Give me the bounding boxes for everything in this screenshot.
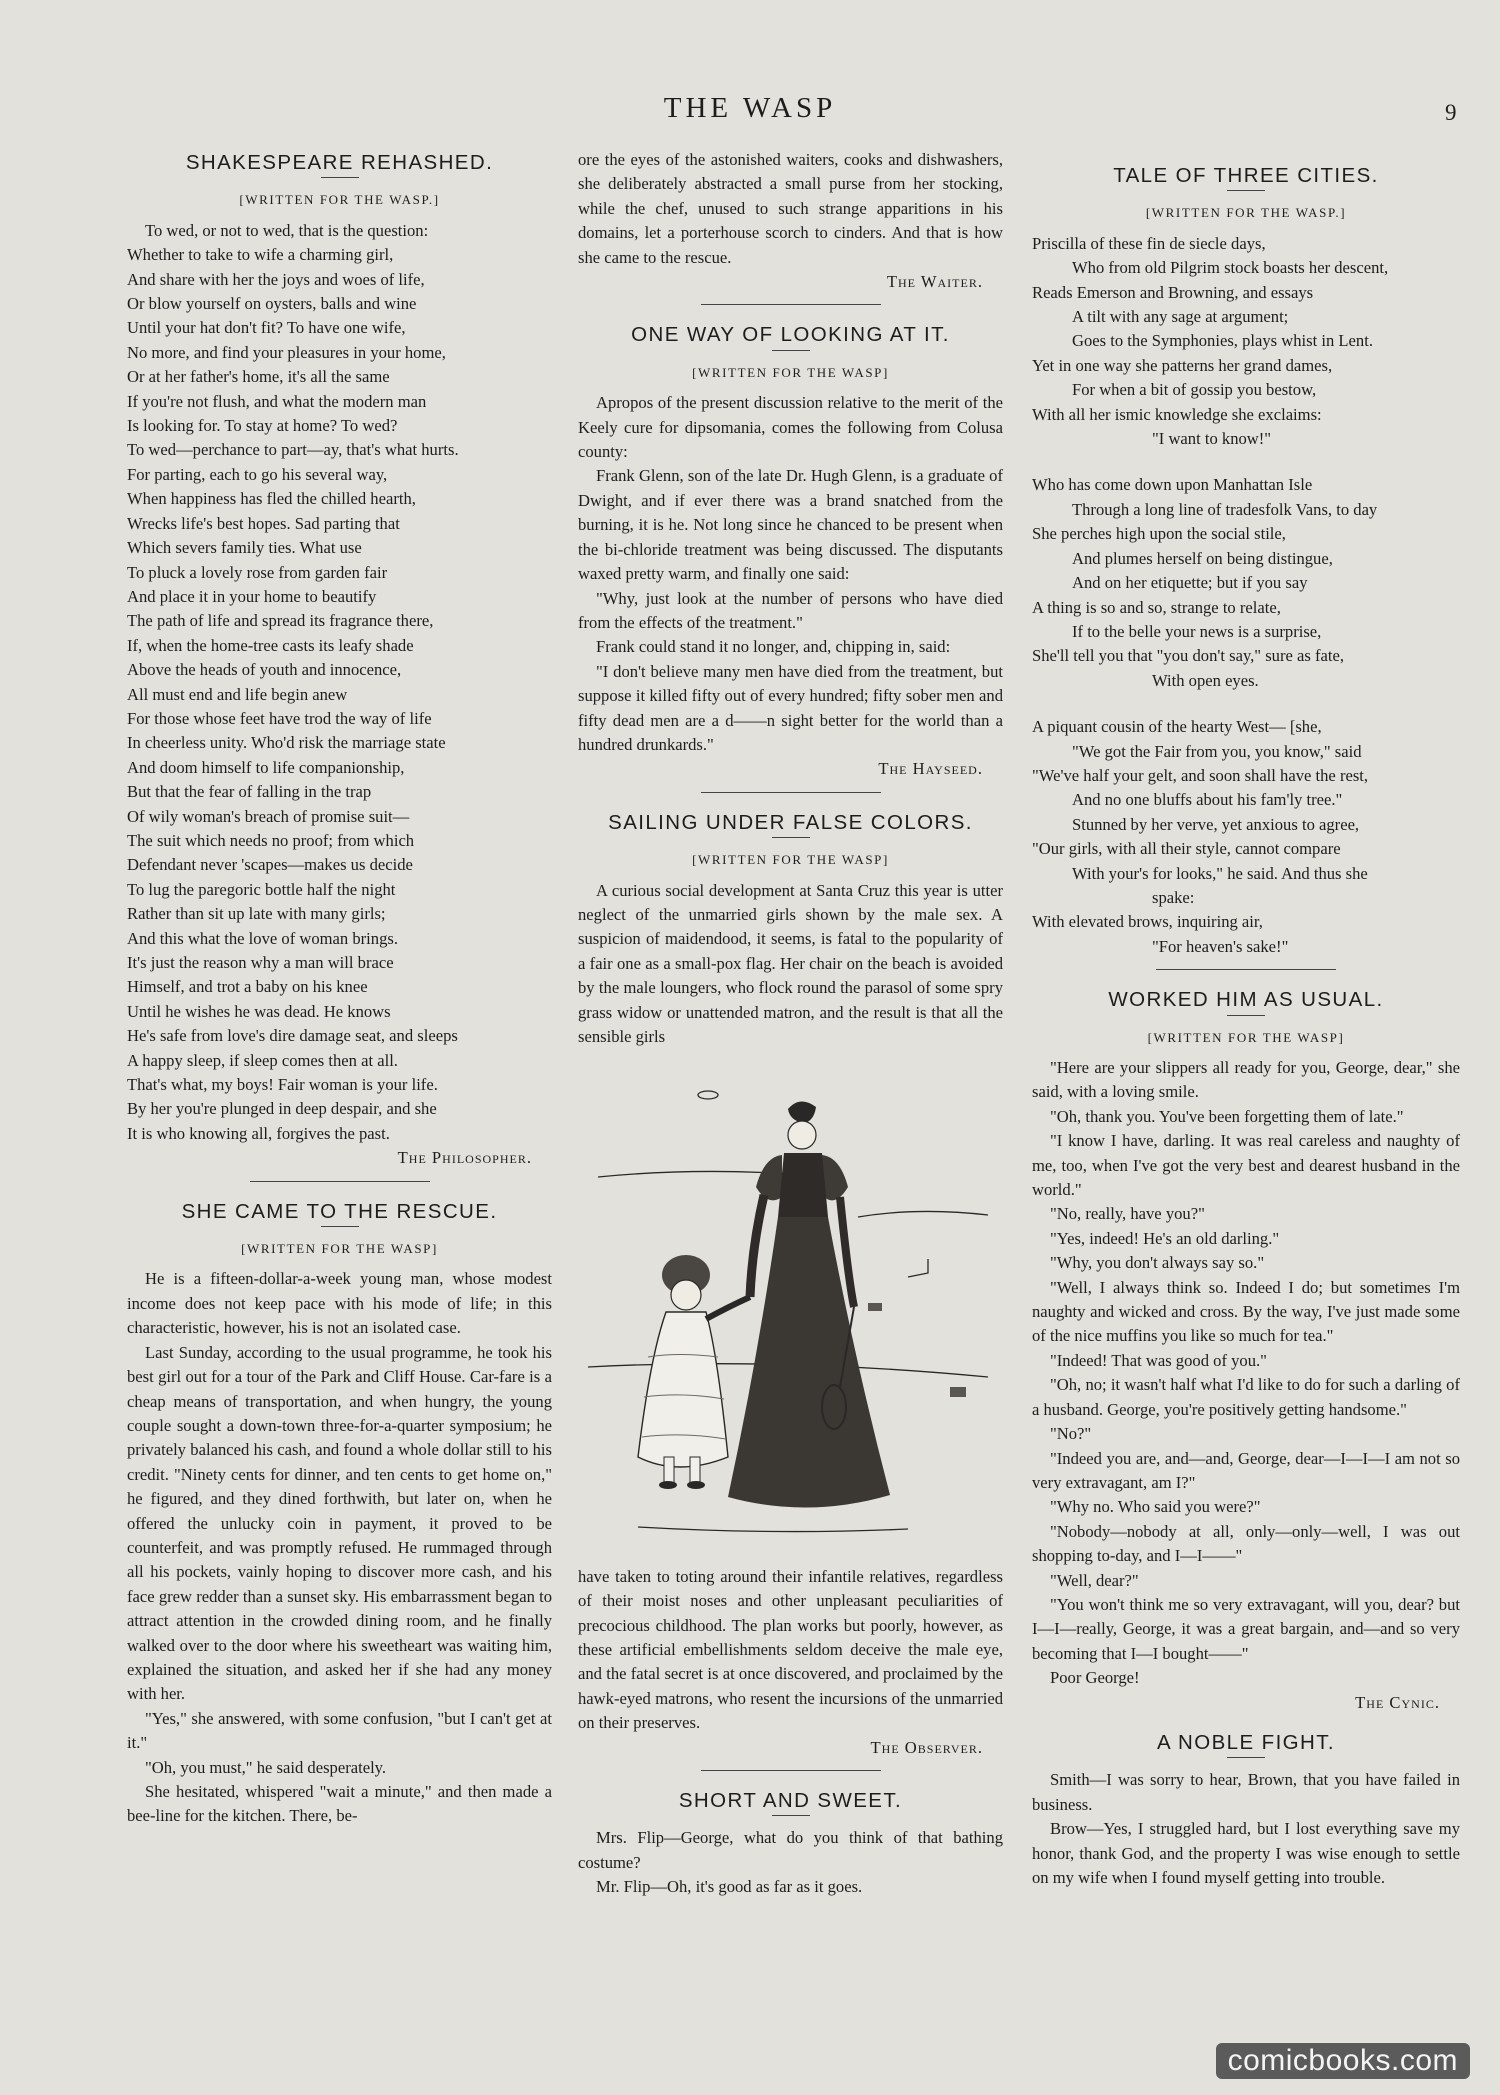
poem-line: Of wily woman's breach of promise suit— <box>127 806 410 826</box>
poem-line: Yet in one way she patterns her grand dames, <box>1032 355 1333 375</box>
poem-line: Priscilla of these fin de siecle days, <box>1032 233 1266 253</box>
dialogue-line: Smith—I was sorry to hear, Brown, that you have failed in business. <box>1032 1770 1460 1814</box>
poem-line: By her you're plunged in deep despair, and she <box>127 1099 437 1119</box>
poem-line: A thing is so and so, strange to relate, <box>1032 597 1281 617</box>
byline-oneway: [WRITTEN FOR THE WASP] <box>692 364 889 380</box>
paragraph: "Yes," she answered, with some confusion, "but I can't get at it." <box>127 1708 552 1753</box>
article-body-short <box>578 1826 1003 1899</box>
poem-line: In cheerless unity. Who'd risk the marriage state <box>127 733 446 753</box>
poem-line: Who has come down upon Manhattan Isle <box>1032 475 1313 495</box>
article-title-worked: WORKED HIM AS USUAL. <box>1108 988 1384 1012</box>
page-number: 9 <box>1445 100 1457 125</box>
poem-line: Until he wishes he was dead. He knows <box>127 1001 391 1021</box>
paragraph: ore the eyes of the astonished waiters, cooks and dishwashers, she deliberately abstracted a small purse from her stocking, while the chef, unused to such strange apparitions in his domains, let a porterhouse scorch to cinders. And that is how she came to the rescue. <box>578 150 1003 267</box>
poem-line: Which severs family ties. What use <box>127 538 362 558</box>
poem-line: He's safe from love's dire damage seat, and sleeps <box>127 1026 458 1046</box>
paragraph: "Well, I always think so. Indeed I do; but sometimes I'm naughty and wicked and cross. By the way, I've just made some of the nice muffins you like so much for tea." <box>1032 1277 1460 1346</box>
byline-rescue: [WRITTEN FOR THE WASP] <box>241 1241 438 1257</box>
paragraph: "No, really, have you?" <box>1050 1204 1205 1224</box>
masthead: THE WASP <box>663 92 837 124</box>
poem-line: Himself, and trot a baby on his knee <box>127 977 368 997</box>
dialogue-line: Mrs. Flip—George, what do you think of that bathing costume? <box>578 1828 1003 1872</box>
paragraph: He is a fifteen-dollar-a-week young man, whose modest income does not keep pace with his mode of life; in this characteristic, however, his is not an isolated case. <box>127 1269 552 1338</box>
poem-line: A tilt with any sage at argument; <box>1072 307 1289 327</box>
poem-line: She'll tell you that "you don't say," sure as fate, <box>1032 646 1345 666</box>
poem-line: "We got the Fair from you, you know," said <box>1072 741 1362 761</box>
title-rule <box>772 1815 810 1816</box>
left-column <box>127 135 552 1829</box>
paragraph: Poor George! <box>1050 1668 1140 1688</box>
poem-line: Reads Emerson and Browning, and essays <box>1032 282 1314 302</box>
paragraph: "Oh, thank you. You've been forgetting them of late." <box>1050 1106 1404 1126</box>
stanza <box>1032 232 1460 452</box>
stanza <box>1032 715 1460 959</box>
section-divider <box>1156 969 1336 970</box>
poem-line: With open eyes. <box>1152 670 1259 690</box>
article-body-oneway <box>578 391 1003 757</box>
poem-line: And no one bluffs about his fam'ly tree." <box>1072 790 1343 810</box>
title-rule <box>1227 1757 1265 1758</box>
poem-line: Who from old Pilgrim stock boasts her descent, <box>1072 258 1389 278</box>
poem-line: No more, and find your pleasures in your home, <box>127 342 446 362</box>
section-divider <box>250 1181 430 1182</box>
article-title-sailing: SAILING UNDER FALSE COLORS. <box>608 810 973 834</box>
poem-shakespeare <box>127 219 552 1146</box>
paragraph: "No?" <box>1050 1424 1092 1444</box>
poem-line: For when a bit of gossip you bestow, <box>1072 380 1317 400</box>
poem-line: Or blow yourself on oysters, balls and wine <box>127 294 417 314</box>
poem-line: To lug the paregoric bottle half the night <box>127 879 396 899</box>
poem-line: Goes to the Symphonies, plays whist in Lent. <box>1072 331 1373 351</box>
woman-figure <box>728 1102 890 1508</box>
poem-line: Whether to take to wife a charming girl, <box>127 245 394 265</box>
signature-worked: The Cynic. <box>1355 1692 1440 1712</box>
poem-line: With elevated brows, inquiring air, <box>1032 912 1263 932</box>
poem-line: For parting, each to go his several way, <box>127 464 388 484</box>
paragraph: "Oh, you must," he said desperately. <box>145 1757 387 1777</box>
poem-line: Wrecks life's best hopes. Sad parting that <box>127 513 400 533</box>
poem-line: "We've half your gelt, and soon shall have the rest, <box>1032 765 1369 785</box>
poem-line: When happiness has fled the chilled hearth, <box>127 489 416 509</box>
paragraph: "I know I have, darling. It was real careless and naughty of me, too, when I've got the very best and dearest husband in the world." <box>1032 1131 1460 1200</box>
signature-sailing: The Observer. <box>870 1737 983 1757</box>
poem-line: Defendant never 'scapes—makes us decide <box>127 855 413 875</box>
article-title-oneway: ONE WAY OF LOOKING AT IT. <box>631 323 950 347</box>
watermark-logo: comicbooks.com <box>1216 2043 1470 2079</box>
poem-line: To wed, or not to wed, that is the question: <box>145 220 429 240</box>
paragraph: "Indeed you are, and—and, George, dear—I—I—I am not so very extravagant, am I?" <box>1032 1448 1460 1492</box>
middle-column <box>578 148 1003 1900</box>
article-body-sailing-continued: have taken to toting around their infantile relatives, regardless of their moist noses and other unpleasant peculiarities of precocious childhood. The plan works but poorly, however, as these artificial embellishments seldom deceive the male eye, and the fatal secret is at once discovered, and proclaimed by the hawk-eyed matrons, who resent the incursions of the unmarried on their preserves. <box>578 1566 1003 1733</box>
byline-worked: [WRITTEN FOR THE WASP] <box>1147 1029 1345 1045</box>
article-title-shakespeare: SHAKESPEARE REHASHED. <box>185 151 494 174</box>
article-body-worked <box>1032 1056 1460 1691</box>
poem-line: All must end and life begin anew <box>127 684 348 704</box>
article-body-rescue-continued <box>578 148 1003 270</box>
poem-tale <box>1032 232 1460 959</box>
illustration-woman-and-child <box>578 1057 1003 1547</box>
article-title-noble: A NOBLE FIGHT. <box>1157 1730 1335 1754</box>
poem-line: For those whose feet have trod the way of life <box>127 708 432 728</box>
article-title-tale: TALE OF THREE CITIES. <box>1113 164 1379 187</box>
paragraph: "Indeed! That was good of you." <box>1050 1350 1267 1370</box>
title-rule <box>321 177 359 178</box>
poem-line: To pluck a lovely rose from garden fair <box>127 562 388 582</box>
poem-line: Or at her father's home, it's all the same <box>127 367 390 387</box>
right-column <box>1032 148 1460 1890</box>
poem-line: Stunned by her verve, yet anxious to agree, <box>1072 814 1360 834</box>
signature-rescue: The Waiter. <box>886 272 983 292</box>
title-rule <box>321 1226 359 1227</box>
paragraph: "Oh, no; it wasn't half what I'd like to do for such a darling of a husband. George, you're positively getting handsome." <box>1032 1375 1460 1419</box>
poem-line: Through a long line of tradesfolk Vans, to day <box>1072 499 1378 519</box>
paragraph: "Well, dear?" <box>1050 1570 1139 1590</box>
poem-line: To wed—perchance to part—ay, that's what hurts. <box>127 440 459 460</box>
article-body-rescue <box>127 1267 552 1828</box>
poem-line: A happy sleep, if sleep comes then at all. <box>127 1050 398 1070</box>
poem-line: Above the heads of youth and innocence, <box>127 660 402 680</box>
byline-shakespeare: [WRITTEN FOR THE WASP.] <box>239 192 440 208</box>
paragraph: Frank could stand it no longer, and, chipping in, said: <box>596 637 951 657</box>
title-rule <box>772 350 810 351</box>
poem-line: spake: <box>1152 887 1195 907</box>
child-figure <box>638 1255 750 1489</box>
title-rule <box>772 837 810 838</box>
signature-shakespeare: The Philosopher. <box>397 1148 532 1168</box>
poem-line: With all her ismic knowledge she exclaims: <box>1032 404 1322 424</box>
poem-line: A piquant cousin of the hearty West— [she, <box>1032 717 1322 737</box>
signature-oneway: The Hayseed. <box>878 759 983 779</box>
poem-line: And doom himself to life companionship, <box>127 757 405 777</box>
article-title-short: SHORT AND SWEET. <box>678 1789 903 1813</box>
title-rule <box>1227 1015 1265 1016</box>
paragraph: She hesitated, whispered "wait a minute," and then made a bee-line for the kitchen. There, be- <box>127 1782 552 1826</box>
poem-line: Rather than sit up late with many girls; <box>127 904 386 924</box>
paragraph: "Why, you don't always say so." <box>1050 1253 1265 1273</box>
title-rule <box>1227 190 1265 191</box>
dialogue-line: Mr. Flip—Oh, it's good as far as it goes. <box>596 1877 863 1897</box>
byline-tale: [WRITTEN FOR THE WASP.] <box>1145 205 1347 221</box>
poem-line: But that the fear of falling in the trap <box>127 782 372 802</box>
paragraph: "Yes, indeed! He's an old darling." <box>1050 1228 1280 1248</box>
paragraph: "Why no. Who said you were?" <box>1050 1497 1261 1517</box>
poem-line: With your's for looks," he said. And thus she <box>1072 863 1368 883</box>
poem-line: That's what, my boys! Fair woman is your life. <box>127 1075 438 1095</box>
poem-line: "For heaven's sake!" <box>1152 936 1289 956</box>
poem-line: The suit which needs no proof; from which <box>127 830 415 850</box>
poem-line: And on her etiquette; but if you say <box>1072 573 1308 593</box>
article-body-noble <box>1032 1768 1460 1890</box>
poem-line: "I want to know!" <box>1152 429 1272 449</box>
poem-line: And place it in your home to beautify <box>127 586 377 606</box>
paragraph: Frank Glenn, son of the late Dr. Hugh Glenn, is a graduate of Dwight, and if ever there was a brand snatched from the burning, it is he. Not long since he chanced to be present when the bi-chloride treatment was being discussed. The disputants waxed pretty warm, and finally one said: <box>578 466 1003 584</box>
poem-line: And plumes herself on being distingue, <box>1072 548 1333 568</box>
poem-line: And share with her the joys and woes of life, <box>127 269 425 289</box>
paragraph: "Here are your slippers all ready for you, George, dear," she said, with a loving smile. <box>1032 1058 1460 1102</box>
poem-line: Is looking for. To stay at home? To wed? <box>127 416 398 436</box>
poem-line: And this what the love of woman brings. <box>127 928 398 948</box>
paragraph: "Nobody—nobody at all, only—only—well, I was out shopping to-day, and I—I——" <box>1032 1521 1460 1566</box>
poem-line: She perches high upon the social stile, <box>1032 524 1286 544</box>
poem-line: If to the belle your news is a surprise, <box>1072 621 1322 641</box>
paragraph: "You won't think me so very extravagant, will you, dear? but I—I—really, George, it was a great bargain, and—and so very becoming that I—I bought——" <box>1032 1594 1460 1663</box>
poem-line: "Our girls, with all their style, cannot compare <box>1032 839 1341 859</box>
poem-line: The path of life and spread its fragrance there, <box>127 611 434 631</box>
byline-sailing: [WRITTEN FOR THE WASP] <box>692 852 889 868</box>
stanza <box>1032 473 1460 693</box>
poem-line: It is who knowing all, forgives the past. <box>127 1123 390 1143</box>
paragraph: "Why, just look at the number of persons who have died from the effects of the treatment." <box>578 588 1003 632</box>
dialogue-line: Brow—Yes, I struggled hard, but I lost everything save my honor, thank God, and the property I was wise enough to settle on my wife when I found myself getting into trouble. <box>1032 1819 1460 1887</box>
article-body-sailing: A curious social development at Santa Cruz this year is utter neglect of the unmarried girls shown by the male sex. A suspicion of maidendood, it seems, is fatal to the popularity of a fair one as a small-pox flag. Her chair on the beach is avoided by the male loungers, who flock round the parasol of some spry grass widow or unattended matron, and the result is that all the sensible girls <box>578 880 1003 1046</box>
poem-line: Until your hat don't fit? To have one wife, <box>127 318 406 338</box>
paragraph: "I don't believe many men have died from the treatment, but suppose it killed fifty out of every hundred; fifty sober men and fifty dead men are a d——n sight better for the world than a hundred drunkards." <box>578 661 1003 754</box>
section-divider <box>701 1770 881 1771</box>
poem-line: If, when the home-tree casts its leafy shade <box>127 635 414 655</box>
paragraph: Apropos of the present discussion relative to the merit of the Keely cure for dipsomania, comes the following from Colusa county: <box>578 393 1003 462</box>
poem-line: It's just the reason why a man will brace <box>127 953 394 972</box>
poem-line: If you're not flush, and what the modern man <box>127 391 427 411</box>
paragraph: Last Sunday, according to the usual programme, he took his best girl out for a tour of the Park and Cliff House. Car-fare is a cheap means of transportation, and when hungry, the young couple sought a down-town three-for-a-quarter symposium; he privately balanced his cash, and found a whole dollar still to his credit. "Ninety cents for dinner, and ten cents to get home on," he figured, and they dined forthwith, but later on, when he offered the unlucky coin in payment, it proved to be counterfeit, and was promptly refused. He rummaged through all his pockets, vainly hoping to discover more cash, and his face grew redder than a sunset sky. His embarrassment began to attract attention in the crowded dining room, and he finally walked over to the door where his sweetheart was waiting him, explained the situation, and asked her if she had any money with her. <box>127 1342 552 1704</box>
article-title-rescue: SHE CAME TO THE RESCUE. <box>181 1199 498 1223</box>
section-divider <box>701 792 881 793</box>
section-divider <box>701 304 881 305</box>
